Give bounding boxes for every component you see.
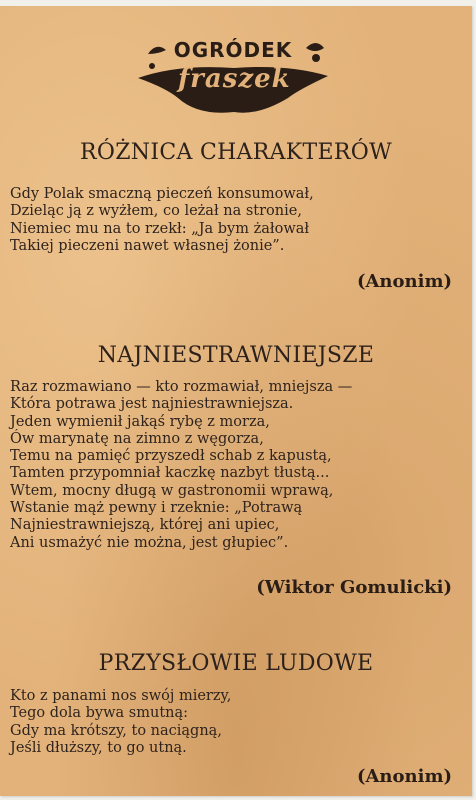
poem-title: NAJNIESTRAWNIEJSZE [97,343,375,368]
logo-title-bottom: fraszek [178,64,291,94]
poem-line: Gdy Polak smaczną pieczeń konsumował, [10,186,314,202]
poem-line: Wstanie mąż pewny i rzeknie: „Potrawą [10,500,303,517]
poem-author: (Wiktor Gomulicki) [256,577,452,598]
poem-body [10,688,460,757]
logo-title-top: OGRÓDEK [173,38,293,62]
poem-line: Jeśli dłuższy, to go utną. [10,739,187,756]
poem-line: Ani usmażyć nie można, jest głupiec”. [10,534,289,551]
poem-line: Raz rozmawiano — kto rozmawiał, mniejsza — [10,379,353,395]
poem-line: Dzieląc ją z wyżłem, co leżał na stronie, [10,203,302,220]
poem-body [10,379,460,552]
column-logo [138,36,330,116]
poem-line: Gdy ma krótszy, to naciągną, [10,722,222,739]
poem-title: RÓŻNICA CHARAKTERÓW [80,140,392,165]
poem-author: (Anonim) [356,271,452,292]
poem-line: Kto z panami nos swój mierzy, [10,688,232,704]
poem-line: Wtem, mocny długą w gastronomii wprawą, [10,482,334,499]
poem-line: Tamten przypomniał kaczkę nazbyt tłustą... [10,465,330,482]
poem-body [10,186,460,255]
poem-line: Niemiec mu na to rzekł: „Ja bym żałował [10,220,310,237]
poem-title: PRZYSŁOWIE LUDOWE [98,651,374,676]
poem-line: Temu na pamięć przyszedł schab z kapustą, [10,448,332,465]
poem-line: Najniestrawniejszą, której ani upiec, [10,517,280,534]
newspaper-clipping [0,6,472,796]
poem-line: Ów marynatę na zimno z węgorza, [10,430,264,447]
poem-line: Która potrawa jest najniestrawniejsza. [10,396,294,413]
poem-line: Takiej pieczeni nawet własnej żonie”. [10,237,285,254]
poem-line: Jeden wymienił jakąś rybę z morza, [10,413,270,430]
poem-author: (Anonim) [356,766,452,787]
poem-line: Tego dola bywa smutną: [10,705,189,722]
